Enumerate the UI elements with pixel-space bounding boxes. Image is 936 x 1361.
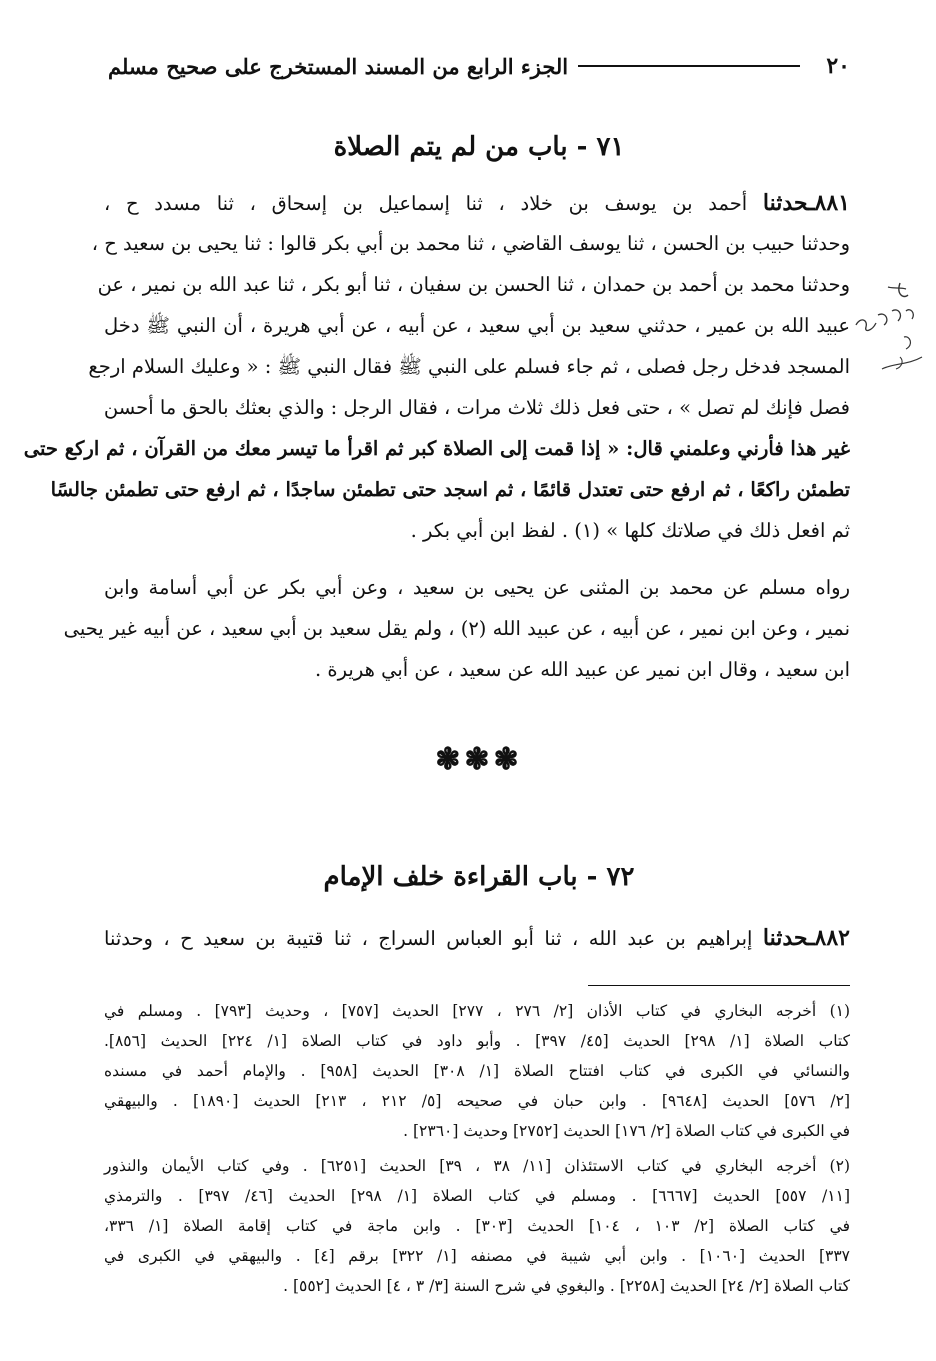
hadith-881-line-3: وحدثنا محمد بن أحمد بن حمدان ، ثنا الحسن بن سفيان ، ثنا أبو بكر ، ثنا عبد الله بن نمير ، عن (97, 273, 850, 296)
handwriting-scribble-icon (848, 265, 926, 385)
page-number: ٢٠ (826, 53, 850, 79)
footnote-line: ٣٣٧] الحديث [١٠٦٠] . وابن أبي شيبة في مصنفه [١/ ٣٢٢] برقم [٤] . والبيهقي في الكبرى في (104, 1247, 850, 1265)
riwaya-line-2: نمير ، وعن ابن نمير ، عن أبيه ، عن عبيد الله (٢) ، ولم يقل سعيد بن أبي سعيد ، عن أبيه غير يحيى (63, 617, 850, 640)
hadith-881-line-6: فصل فإنك لم تصل » ، حتى فعل ذلك ثلاث مرات ، فقال الرجل : والذي بعثك بالحق ما أحسن (103, 396, 850, 419)
riwaya-line-1: رواه مسلم عن محمد بن المثنى عن يحيى بن سعيد ، وعن أبي بكر عن أبي أسامة وابن (104, 576, 850, 599)
hadith-number: ٨٨١ـ (808, 190, 850, 216)
section-separator: ❃❃❃ (435, 742, 523, 777)
footnote-line: كتاب الصلاة [٢/ ٢٤] الحديث [٢٢٥٨] . والبغوي في شرح السنة [٣/ ٣ ، ٤] الحديث [٥٥٢] . (283, 1277, 850, 1295)
handwritten-margin-note (848, 265, 926, 385)
hadith-881-line-2: وحدثنا حبيب بن الحسن ، ثنا يوسف القاضي ، ثنا محمد بن أبي بكر قالوا : ثنا يحيى بن سعيد ح ، (91, 232, 850, 255)
hadith-881-line-5: المسجد فدخل رجل فصلى ، ثم جاء فسلم على النبي ﷺ فقال النبي ﷺ : « وعليك السلام ارجع (88, 355, 850, 378)
hadith-number: ٨٨٢ـ (808, 925, 850, 951)
header-rule (578, 65, 800, 67)
footnote-rule (588, 985, 850, 986)
hadith-text: إبراهيم بن عبد الله ، ثنا أبو العباس السراج ، ثنا قتيبة بن سعيد ح ، وحدثنا (104, 927, 753, 950)
chapter-71-title: ٧١ - باب من لم يتم الصلاة (333, 132, 625, 162)
chapter-72-title: ٧٢ - باب القراءة خلف الإمام (323, 862, 635, 892)
footnote-line: كتاب الصلاة [١/ ٢٩٨] الحديث [٤٥/ ٣٩٧] . وأبو داود في كتاب الصلاة [١/ ٢٢٤] الحديث [٨٥٦]. (104, 1032, 850, 1050)
footnote-line: في كتاب الصلاة [٢/ ١٠٣ ، ١٠٤] الحديث [٣٠٣] . وابن ماجة في كتاب إقامة الصلاة [١/ ٣٣٦، (104, 1217, 851, 1235)
hadith-opening: حدثنا (762, 190, 809, 216)
footnote-line: [١١/ ٥٥٧] الحديث [٦٦٦٧] . ومسلم في كتاب الصلاة [١/ ٢٩٨] الحديث [٤٦/ ٣٩٧] . والترمذي (104, 1187, 850, 1205)
hadith-text: أحمد بن يوسف بن خلاد ، ثنا إسماعيل بن إسحاق ، ثنا مسدد ح ، (104, 192, 748, 215)
footnote-line: والنسائي في الكبرى في كتاب افتتاح الصلاة [١/ ٣٠٨] الحديث [٩٥٨] . والإمام أحمد في مسنده (104, 1062, 850, 1080)
footnote-line: [٢/ ٥٧٦] الحديث [٩٦٤٨] . وابن حبان في صحيحه [٥/ ٢١٢ ، ٢١٣] الحديث [١٨٩٠] . والبيهقي (104, 1092, 850, 1110)
hadith-881-line-8: تطمئن راكعًا ، ثم ارفع حتى تعتدل قائمًا ، ثم اسجد حتى تطمئن ساجدًا ، ثم ارفع حتى تطمئن جالسًا (50, 478, 850, 501)
running-header (108, 48, 850, 84)
footnote-line: (١) أخرجه البخاري في كتاب الأذان [٢/ ٢٧٦ ، ٢٧٧] الحديث [٧٥٧] ، وحديث [٧٩٣] . ومسلم في (104, 1002, 851, 1020)
footnote-line: (٢) أخرجه البخاري في كتاب الاستئذان [١١/ ٣٨ ، ٣٩] الحديث [٦٢٥١] . وفي كتاب الأيمان والنذور (104, 1157, 850, 1175)
hadith-882-line-1 (104, 925, 850, 952)
hadith-881-line-4: عبيد الله بن عمير ، حدثني سعيد بن أبي سعيد ، عن أبيه ، عن أبي هريرة ، أن النبي ﷺ دخل (104, 314, 850, 337)
footnote-line: في الكبرى في كتاب الصلاة [٢/ ١٧٦] الحديث [٢٧٥٢] وحديث [٢٣٦٠] . (403, 1122, 850, 1140)
hadith-opening: حدثنا (762, 925, 809, 951)
running-title: الجزء الرابع من المسند المستخرج على صحيح مسلم (108, 53, 569, 79)
hadith-881-line-9: ثم افعل ذلك في صلاتك كلها » (١) . لفظ ابن أبي بكر . (410, 519, 850, 542)
hadith-881-line-1 (104, 190, 850, 217)
riwaya-line-3: ابن سعيد ، وقال ابن نمير عن عبيد الله عن سعيد ، عن أبي هريرة . (315, 658, 850, 681)
hadith-881-line-7: غير هذا فأرني وعلمني قال: « إذا قمت إلى الصلاة كبر ثم اقرأ ما تيسر معك من القرآن ، ثم اركع حتى (23, 437, 850, 460)
